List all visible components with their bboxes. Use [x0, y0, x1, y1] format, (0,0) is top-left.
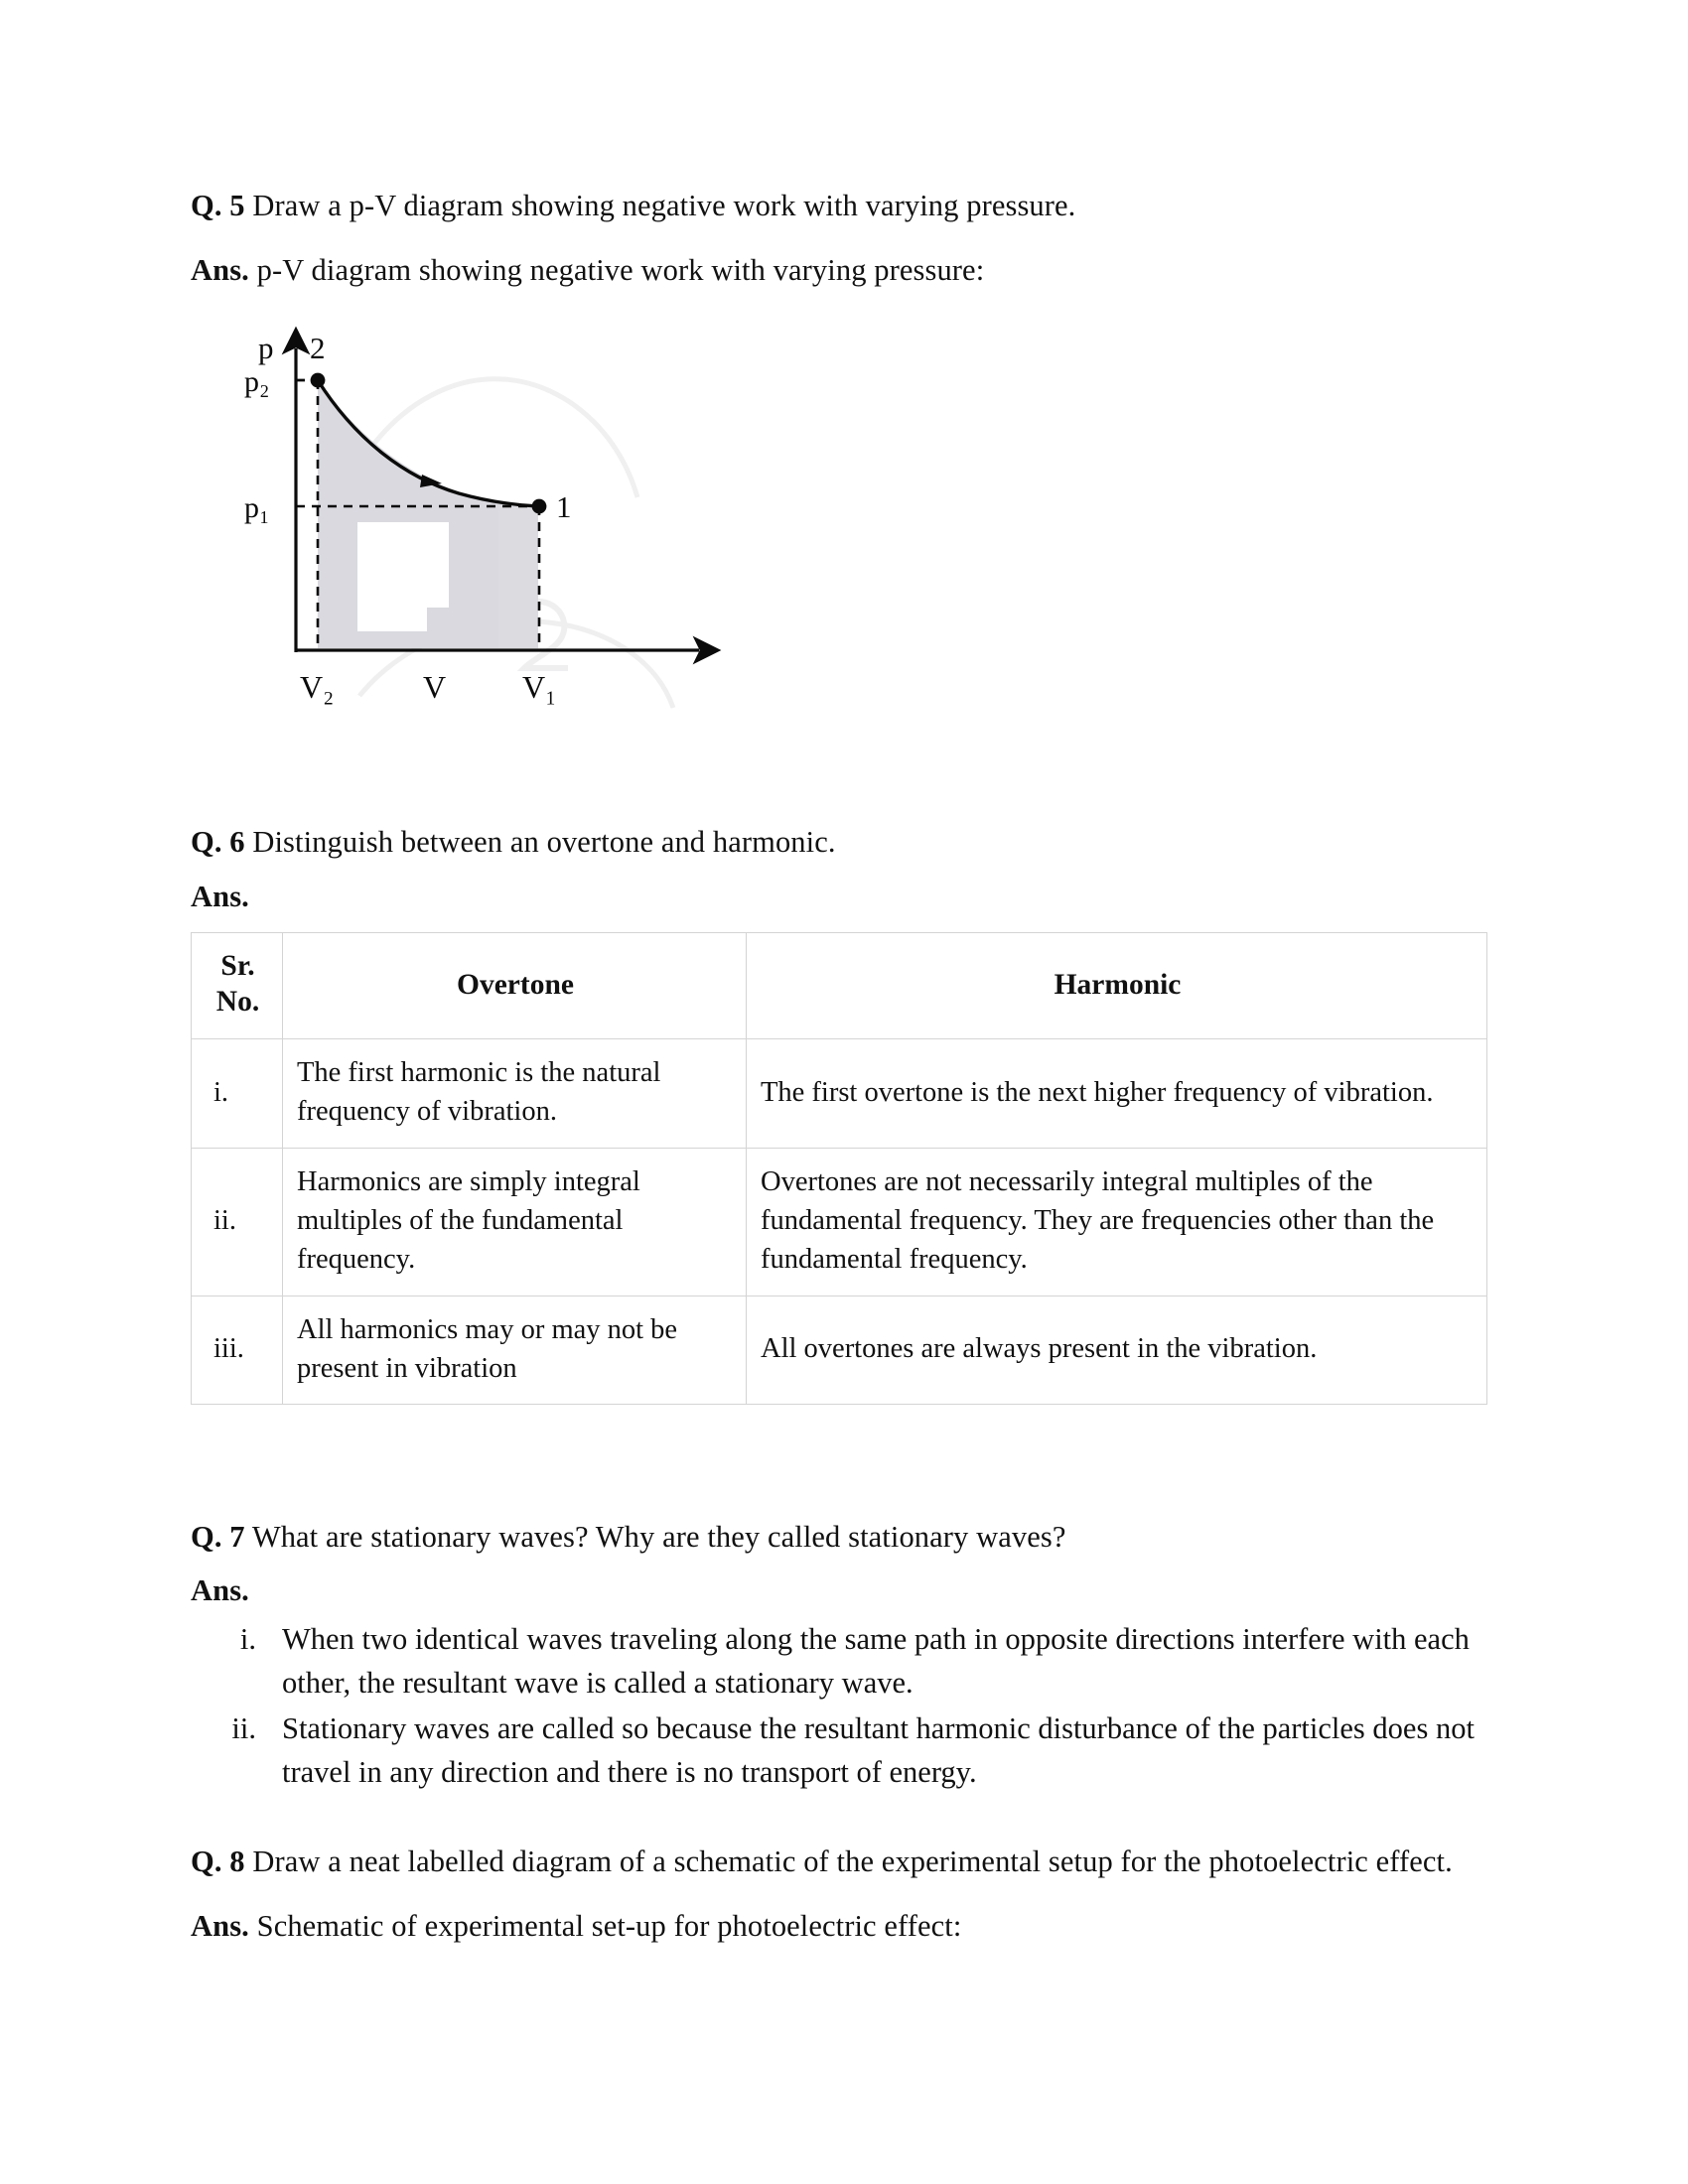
spacer	[191, 864, 1486, 876]
row-index: ii.	[192, 1148, 283, 1296]
answer-5-text: p-V diagram showing negative work with varying pressure:	[256, 253, 985, 288]
tick-label-v1: V₁	[522, 668, 557, 705]
question-8-text: Draw a neat labelled diagram of a schematic of the experimental setup for the photoelectric effect.	[252, 1843, 1453, 1878]
list-item-marker: i.	[239, 1622, 256, 1657]
answer-6-label: Ans.	[191, 879, 249, 913]
answer-7-label: Ans.	[191, 1572, 249, 1607]
question-7-label: Q. 7	[191, 1520, 245, 1555]
table-row	[192, 1296, 1487, 1405]
answer-5	[191, 249, 1486, 292]
question-5-label: Q. 5	[191, 189, 245, 222]
stationary-waves-list	[191, 1618, 1486, 1795]
table-row	[192, 1039, 1487, 1149]
answer-8	[191, 1905, 1486, 1948]
point-label-1: 1	[556, 488, 572, 524]
question-5-text: Draw a p-V diagram showing negative work with varying pressure.	[252, 189, 1076, 222]
spacer	[191, 1405, 1486, 1516]
question-7	[191, 1516, 1486, 1559]
tick-label-p1: p₁	[244, 490, 270, 524]
overtone-harmonic-table	[191, 932, 1487, 1405]
question-8-label: Q. 8	[191, 1843, 245, 1878]
question-6-label: Q. 6	[191, 824, 245, 859]
spacer	[191, 1560, 1486, 1570]
state-point-2	[311, 372, 326, 387]
spacer	[191, 736, 1486, 821]
answer-7	[191, 1570, 1486, 1612]
question-6	[191, 821, 1486, 864]
cell-harmonic: All overtones are always present in the vibration.	[747, 1296, 1487, 1405]
document-content	[191, 185, 1486, 1948]
column-header-overtone: Overtone	[283, 933, 747, 1039]
question-7-text: What are stationary waves? Why are they called stationary waves?	[251, 1520, 1066, 1555]
answer-8-text: Schematic of experimental set-up for photoelectric effect:	[256, 1908, 962, 1943]
cell-harmonic: Overtones are not necessarily integral multiples of the fundamental frequency. They are frequencies other than the fundamental frequency.	[747, 1148, 1487, 1296]
list-item-marker: ii.	[231, 1710, 256, 1745]
list-item	[191, 1618, 1486, 1706]
tick-label-p2: p₂	[244, 364, 270, 398]
column-header-harmonic: Harmonic	[747, 933, 1487, 1039]
tick-label-v: V	[423, 668, 447, 705]
spacer	[191, 1797, 1486, 1841]
cell-overtone: The first harmonic is the natural frequency of vibration.	[283, 1039, 747, 1149]
state-point-1	[532, 498, 547, 513]
cell-overtone: Harmonics are simply integral multiples of the fundamental frequency.	[283, 1148, 747, 1296]
sr-no-line-1: Sr.	[220, 950, 255, 983]
answer-8-label: Ans.	[191, 1908, 249, 1943]
question-6-text: Distinguish between an overtone and harmonic.	[252, 824, 836, 859]
axis-label-p: p	[258, 330, 274, 365]
point-label-2: 2	[310, 330, 326, 365]
list-item	[191, 1707, 1486, 1795]
sr-no-line-2: No.	[215, 986, 260, 1019]
table-row	[192, 1148, 1487, 1296]
cell-overtone: All harmonics may or may not be present in vibration	[283, 1296, 747, 1405]
answer-6	[191, 876, 1486, 918]
question-8	[191, 1841, 1486, 1883]
pv-diagram-figure	[211, 319, 727, 736]
tick-label-v2: V₂	[300, 668, 335, 705]
scan-artifact-notch-2	[357, 522, 427, 631]
list-item-text: Stationary waves are called so because the resultant harmonic disturbance of the particles does not travel in any direction and there is no transport of energy.	[282, 1710, 1475, 1789]
row-index: iii.	[192, 1296, 283, 1405]
question-5	[191, 185, 1486, 227]
spacer	[191, 1883, 1486, 1905]
column-header-sr-no	[192, 933, 283, 1039]
list-item-text: When two identical waves traveling along the same path in opposite directions interfere with each other, the resultant wave is called a stationary wave.	[282, 1622, 1470, 1700]
row-index: i.	[192, 1039, 283, 1149]
spacer	[191, 227, 1486, 249]
cell-harmonic: The first overtone is the next higher frequency of vibration.	[747, 1039, 1487, 1149]
answer-5-label: Ans.	[191, 253, 249, 288]
pv-diagram-svg	[211, 319, 727, 736]
table-header-row	[192, 933, 1487, 1039]
